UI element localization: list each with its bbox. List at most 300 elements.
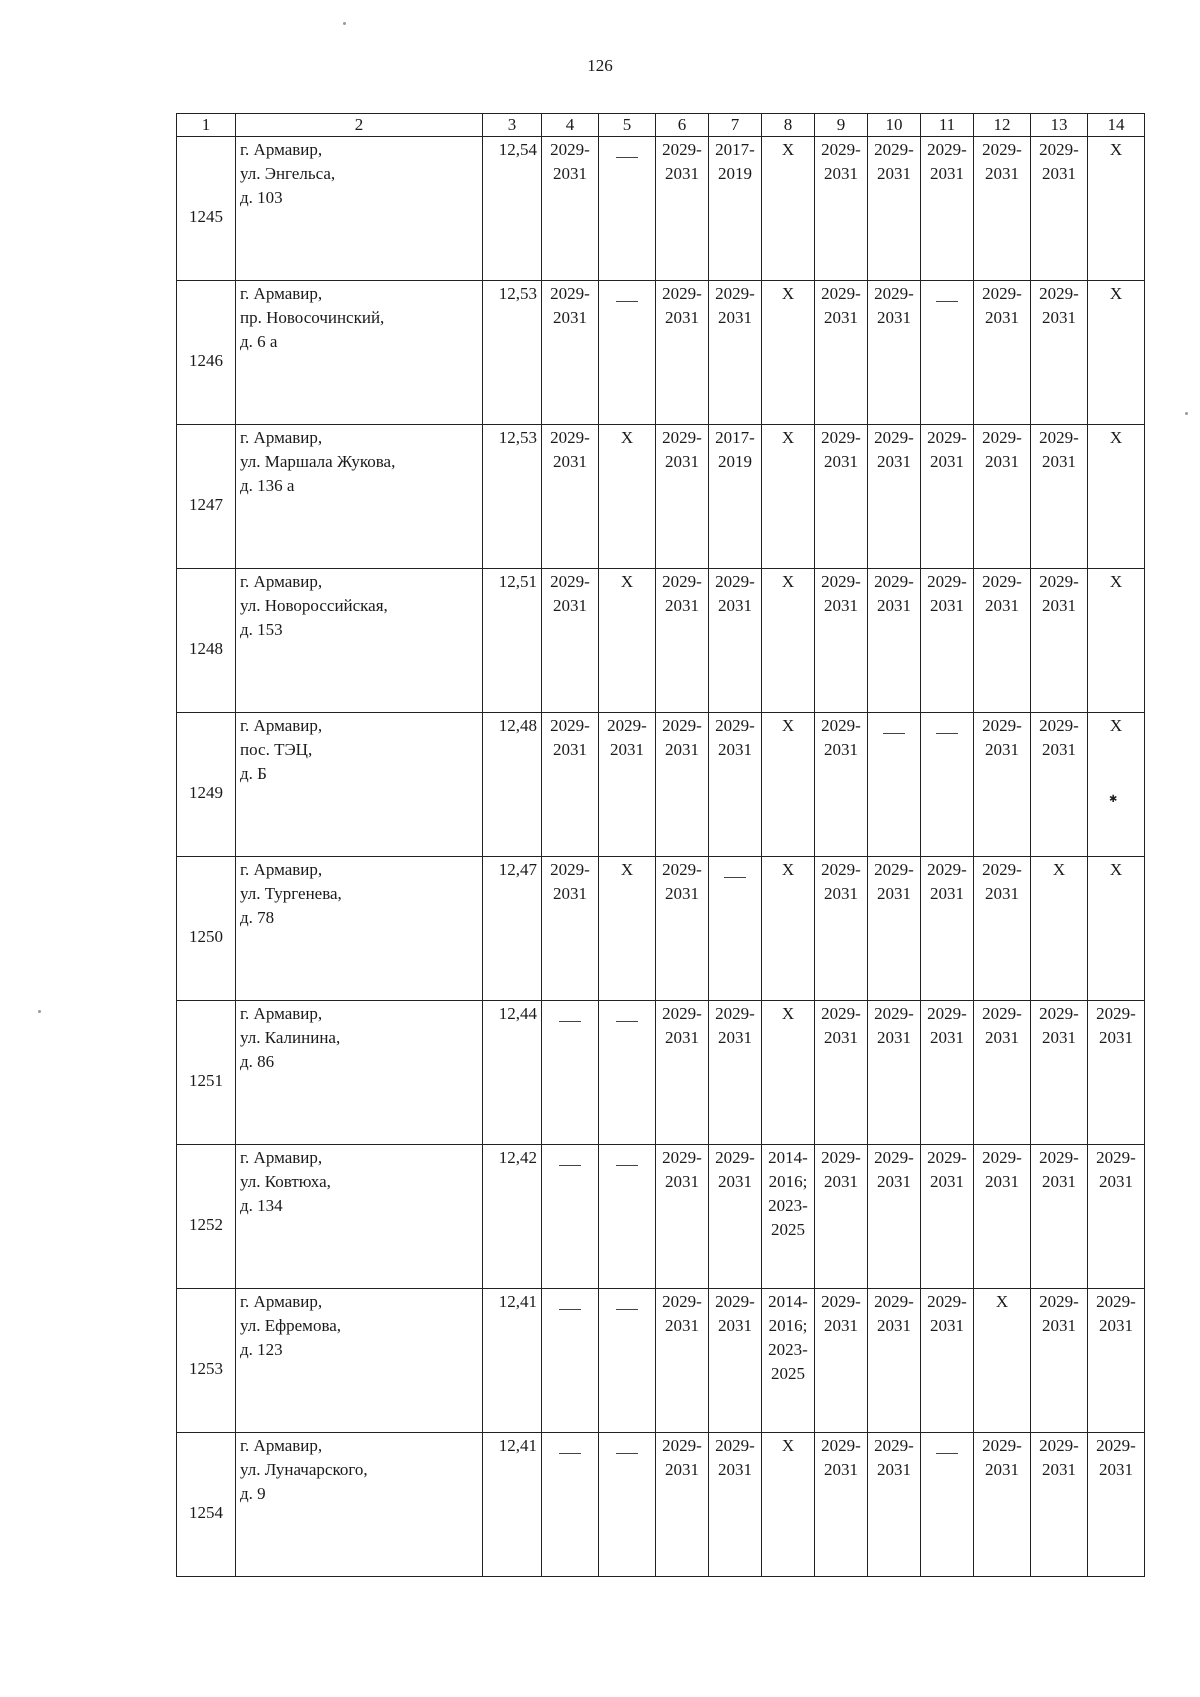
address-line: г. Армавир, [240, 1148, 323, 1167]
value-text: 2029- 2031 [821, 284, 861, 327]
dash-mark [559, 1453, 581, 1454]
value-text: 2029- 2031 [821, 716, 861, 759]
address-line: ул. Энгельса, [240, 164, 336, 183]
dash-mark [559, 1021, 581, 1022]
value-cell-col-7 [709, 137, 762, 281]
value-text: 2029- 2031 [662, 1004, 702, 1047]
value-cell-col-4 [542, 569, 599, 713]
address-line: ул. Ковтюха, [240, 1172, 331, 1191]
column-header-8: 8 [762, 114, 815, 137]
value-text: 2029- 2031 [715, 1292, 755, 1335]
address-line: д. 123 [240, 1340, 283, 1359]
value-cell-col-10 [868, 1289, 921, 1433]
value-text: 2029- 2031 [982, 572, 1022, 615]
value-text: 2029- 2031 [1039, 1292, 1079, 1335]
value-text: 2029- 2031 [715, 572, 755, 615]
address-line: г. Армавир, [240, 572, 323, 591]
value-text: 2029- 2031 [874, 860, 914, 903]
value-text: 2029- 2031 [607, 716, 647, 759]
address-cell [236, 713, 483, 857]
value-cell-col-13 [1031, 425, 1088, 569]
row-number: 1251 [177, 1001, 236, 1145]
address-line: пос. ТЭЦ, [240, 740, 313, 759]
value-cell-col-11 [921, 1001, 974, 1145]
table-row [177, 1145, 1145, 1289]
value-cell-col-4 [542, 857, 599, 1001]
value-text: 2029- 2031 [874, 1148, 914, 1191]
address-cell [236, 857, 483, 1001]
address-line: д. 86 [240, 1052, 275, 1071]
value-text: 2029- 2031 [550, 140, 590, 183]
value-text: 2029- 2031 [715, 716, 755, 759]
value-text: 2029- 2031 [662, 860, 702, 903]
value-cell-col-5 [599, 1001, 656, 1145]
value-cell-col-10 [868, 425, 921, 569]
value-cell-col-4 [542, 137, 599, 281]
value-text: 2029- 2031 [715, 1148, 755, 1191]
row-number: 1246 [177, 281, 236, 425]
address-line: д. 6 а [240, 332, 278, 351]
value-text: 2029- 2031 [874, 572, 914, 615]
value-text: 2029- 2031 [927, 1292, 967, 1335]
row-number: 1247 [177, 425, 236, 569]
column-header-2: 2 [236, 114, 483, 137]
value-cell-col-12 [974, 857, 1031, 1001]
address-cell [236, 1289, 483, 1433]
address-line: г. Армавир, [240, 860, 323, 879]
value-cell-col-12 [974, 425, 1031, 569]
table-row [177, 1001, 1145, 1145]
value-cell-col-12 [974, 569, 1031, 713]
value-text: X [1052, 860, 1066, 879]
value-text: X [781, 716, 795, 735]
value-cell-col-5 [599, 713, 656, 857]
value-text: 2029- 2031 [821, 1292, 861, 1335]
dash-mark [616, 301, 638, 302]
address-line: д. 136 а [240, 476, 295, 495]
table-row [177, 857, 1145, 1001]
value-cell-col-8 [762, 1145, 815, 1289]
value-text: 2029- 2031 [982, 1004, 1022, 1047]
value-text: 2029- 2031 [927, 1148, 967, 1191]
address-line: д. Б [240, 764, 267, 783]
value-text: 2029- 2031 [874, 1292, 914, 1335]
address-line: ул. Тургенева, [240, 884, 342, 903]
value-text: X [781, 140, 795, 159]
value-text: 2029- 2031 [550, 284, 590, 327]
value-cell-col-11 [921, 425, 974, 569]
value-text: 2029- 2031 [715, 284, 755, 327]
value-cell-col-14 [1088, 425, 1145, 569]
value-cell-col-11 [921, 1145, 974, 1289]
area-cell: 12,54 [483, 137, 542, 281]
address-line: ул. Калинина, [240, 1028, 341, 1047]
value-cell-col-11 [921, 137, 974, 281]
value-text: 2029- 2031 [821, 1148, 861, 1191]
address-line: г. Армавир, [240, 428, 323, 447]
address-line: д. 103 [240, 188, 283, 207]
dash-mark [559, 1309, 581, 1310]
scan-speck [1185, 412, 1188, 415]
value-cell-col-8 [762, 1289, 815, 1433]
area-cell: 12,47 [483, 857, 542, 1001]
column-header-14: 14 [1088, 114, 1145, 137]
value-text: X [781, 1436, 795, 1455]
area-cell: 12,51 [483, 569, 542, 713]
value-text: X [1109, 428, 1123, 447]
column-header-6: 6 [656, 114, 709, 137]
address-line: д. 78 [240, 908, 275, 927]
value-text: 2029- 2031 [874, 284, 914, 327]
value-cell-col-10 [868, 857, 921, 1001]
value-cell-col-5 [599, 1289, 656, 1433]
value-text: 2029- 2031 [1096, 1292, 1136, 1335]
value-cell-col-7 [709, 1145, 762, 1289]
value-cell-col-12 [974, 1433, 1031, 1577]
register-table [176, 113, 1145, 1577]
address-line: ул. Луначарского, [240, 1460, 368, 1479]
value-text: 2029- 2031 [662, 1292, 702, 1335]
value-cell-col-7 [709, 857, 762, 1001]
value-cell-col-6 [656, 569, 709, 713]
address-line: пр. Новосочинский, [240, 308, 385, 327]
value-text: 2029- 2031 [1096, 1148, 1136, 1191]
address-line: г. Армавир, [240, 1436, 323, 1455]
value-cell-col-8 [762, 281, 815, 425]
value-cell-col-14 [1088, 569, 1145, 713]
dash-mark [936, 301, 958, 302]
value-cell-col-6 [656, 713, 709, 857]
value-text: 2029- 2031 [821, 860, 861, 903]
value-cell-col-4 [542, 1001, 599, 1145]
column-header-7: 7 [709, 114, 762, 137]
row-number: 1250 [177, 857, 236, 1001]
address-cell [236, 1433, 483, 1577]
value-text: 2029- 2031 [874, 140, 914, 183]
value-cell-col-13 [1031, 281, 1088, 425]
value-text: 2029- 2031 [662, 1436, 702, 1479]
address-line: г. Армавир, [240, 284, 323, 303]
value-cell-col-6 [656, 1001, 709, 1145]
value-cell-col-5 [599, 569, 656, 713]
value-text: 2029- 2031 [821, 428, 861, 471]
address-cell [236, 137, 483, 281]
value-text: 2017- 2019 [715, 428, 755, 471]
value-cell-col-9 [815, 137, 868, 281]
value-cell-col-10 [868, 1145, 921, 1289]
row-number: 1252 [177, 1145, 236, 1289]
value-text: 2029- 2031 [821, 1004, 861, 1047]
value-cell-col-5 [599, 1145, 656, 1289]
value-cell-col-14 [1088, 713, 1145, 857]
row-number: 1248 [177, 569, 236, 713]
value-text: 2029- 2031 [662, 1148, 702, 1191]
value-text: 2029- 2031 [1039, 284, 1079, 327]
value-cell-col-11 [921, 857, 974, 1001]
value-cell-col-9 [815, 1001, 868, 1145]
value-cell-col-4 [542, 281, 599, 425]
dash-mark [936, 1453, 958, 1454]
value-cell-col-8 [762, 425, 815, 569]
scan-speck [38, 1010, 41, 1013]
value-text: 2029- 2031 [874, 428, 914, 471]
value-cell-col-9 [815, 1289, 868, 1433]
value-cell-col-12 [974, 713, 1031, 857]
address-line: ул. Ефремова, [240, 1316, 342, 1335]
area-cell: 12,41 [483, 1289, 542, 1433]
row-number: 1249 [177, 713, 236, 857]
value-cell-col-7 [709, 281, 762, 425]
value-text: X [1109, 860, 1123, 879]
value-text: 2029- 2031 [821, 572, 861, 615]
column-header-13: 13 [1031, 114, 1088, 137]
value-cell-col-5 [599, 281, 656, 425]
value-cell-col-11 [921, 713, 974, 857]
address-line: г. Армавир, [240, 1292, 323, 1311]
dash-mark [559, 1165, 581, 1166]
value-cell-col-14 [1088, 1433, 1145, 1577]
dash-mark [883, 733, 905, 734]
value-text: 2014- 2016; 2023- 2025 [768, 1148, 808, 1239]
scan-speck [343, 22, 346, 25]
value-text: 2029- 2031 [982, 1148, 1022, 1191]
value-cell-col-12 [974, 1145, 1031, 1289]
value-cell-col-13 [1031, 569, 1088, 713]
value-cell-col-14 [1088, 1289, 1145, 1433]
value-text: 2029- 2031 [662, 140, 702, 183]
value-cell-col-4 [542, 1145, 599, 1289]
value-cell-col-13 [1031, 1433, 1088, 1577]
value-text: 2029- 2031 [662, 428, 702, 471]
value-cell-col-10 [868, 569, 921, 713]
value-cell-col-9 [815, 713, 868, 857]
value-text: 2029- 2031 [982, 140, 1022, 183]
value-cell-col-4 [542, 425, 599, 569]
value-cell-col-7 [709, 425, 762, 569]
value-cell-col-9 [815, 1145, 868, 1289]
value-cell-col-7 [709, 1433, 762, 1577]
dash-mark [616, 157, 638, 158]
value-text: 2029- 2031 [662, 716, 702, 759]
address-line: ул. Новороссийская, [240, 596, 388, 615]
row-number: 1253 [177, 1289, 236, 1433]
table-row [177, 569, 1145, 713]
value-cell-col-7 [709, 713, 762, 857]
value-text: 2029- 2031 [982, 1436, 1022, 1479]
value-text: X [620, 860, 634, 879]
value-text: 2029- 2031 [927, 572, 967, 615]
address-line: г. Армавир, [240, 716, 323, 735]
value-cell-col-7 [709, 1289, 762, 1433]
value-cell-col-4 [542, 1433, 599, 1577]
value-cell-col-13 [1031, 1145, 1088, 1289]
value-cell-col-6 [656, 1433, 709, 1577]
value-text: 2029- 2031 [927, 428, 967, 471]
table-body [177, 137, 1145, 1577]
value-text: X [620, 572, 634, 591]
dash-mark [724, 877, 746, 878]
address-cell [236, 1145, 483, 1289]
value-cell-col-6 [656, 137, 709, 281]
column-header-10: 10 [868, 114, 921, 137]
value-cell-col-8 [762, 857, 815, 1001]
value-cell-col-9 [815, 569, 868, 713]
value-text: 2029- 2031 [662, 284, 702, 327]
value-text: 2029- 2031 [550, 428, 590, 471]
column-header-11: 11 [921, 114, 974, 137]
area-cell: 12,44 [483, 1001, 542, 1145]
value-text: 2029- 2031 [874, 1004, 914, 1047]
value-text: 2029- 2031 [874, 1436, 914, 1479]
value-cell-col-9 [815, 1433, 868, 1577]
value-cell-col-10 [868, 137, 921, 281]
value-cell-col-14 [1088, 281, 1145, 425]
address-cell [236, 1001, 483, 1145]
address-line: д. 153 [240, 620, 283, 639]
value-text: 2029- 2031 [982, 428, 1022, 471]
value-text: 2029- 2031 [550, 860, 590, 903]
value-cell-col-4 [542, 713, 599, 857]
address-line: г. Армавир, [240, 1004, 323, 1023]
value-cell-col-8 [762, 137, 815, 281]
value-text: 2029- 2031 [1039, 428, 1079, 471]
value-cell-col-6 [656, 425, 709, 569]
value-cell-col-5 [599, 137, 656, 281]
value-text: 2029- 2031 [662, 572, 702, 615]
value-text: 2029- 2031 [550, 716, 590, 759]
value-cell-col-11 [921, 1433, 974, 1577]
value-text: X [781, 860, 795, 879]
dash-mark [616, 1165, 638, 1166]
value-text: 2029- 2031 [715, 1004, 755, 1047]
value-cell-col-9 [815, 857, 868, 1001]
value-cell-col-6 [656, 1289, 709, 1433]
column-header-4: 4 [542, 114, 599, 137]
value-cell-col-5 [599, 1433, 656, 1577]
value-cell-col-5 [599, 425, 656, 569]
address-line: д. 134 [240, 1196, 283, 1215]
address-line: г. Армавир, [240, 140, 323, 159]
value-cell-col-10 [868, 281, 921, 425]
address-cell [236, 281, 483, 425]
address-line: д. 9 [240, 1484, 266, 1503]
value-cell-col-13 [1031, 857, 1088, 1001]
value-cell-col-7 [709, 1001, 762, 1145]
value-cell-col-13 [1031, 1289, 1088, 1433]
value-text: 2029- 2031 [1039, 1148, 1079, 1191]
row-number: 1245 [177, 137, 236, 281]
column-header-5: 5 [599, 114, 656, 137]
value-cell-col-10 [868, 713, 921, 857]
table-row [177, 713, 1145, 857]
value-cell-col-11 [921, 281, 974, 425]
area-cell: 12,42 [483, 1145, 542, 1289]
address-cell [236, 425, 483, 569]
value-text: 2014- 2016; 2023- 2025 [768, 1292, 808, 1383]
value-text: 2029- 2031 [1039, 140, 1079, 183]
value-cell-col-10 [868, 1001, 921, 1145]
value-text: 2029- 2031 [927, 860, 967, 903]
value-cell-col-14 [1088, 1145, 1145, 1289]
value-text: 2029- 2031 [550, 572, 590, 615]
value-cell-col-8 [762, 1433, 815, 1577]
value-text: 2029- 2031 [982, 860, 1022, 903]
value-text: 2029- 2031 [1096, 1004, 1136, 1047]
dash-mark [616, 1309, 638, 1310]
value-cell-col-12 [974, 137, 1031, 281]
value-text: 2029- 2031 [821, 140, 861, 183]
value-text: X [1109, 140, 1123, 159]
value-cell-col-9 [815, 281, 868, 425]
stray-mark: ✱ [1109, 794, 1118, 805]
value-cell-col-8 [762, 569, 815, 713]
area-cell: 12,53 [483, 281, 542, 425]
value-cell-col-12 [974, 1289, 1031, 1433]
column-header-3: 3 [483, 114, 542, 137]
table-row [177, 137, 1145, 281]
value-text: 2029- 2031 [1039, 716, 1079, 759]
value-cell-col-6 [656, 857, 709, 1001]
value-text: X [781, 284, 795, 303]
value-cell-col-12 [974, 1001, 1031, 1145]
value-text: X [620, 428, 634, 447]
value-cell-col-14 [1088, 1001, 1145, 1145]
value-cell-col-8 [762, 1001, 815, 1145]
area-cell: 12,41 [483, 1433, 542, 1577]
value-cell-col-11 [921, 569, 974, 713]
address-cell [236, 569, 483, 713]
value-text: 2029- 2031 [927, 1004, 967, 1047]
value-text: 2029- 2031 [1039, 1436, 1079, 1479]
column-number-row [177, 114, 1145, 137]
value-cell-col-14 [1088, 137, 1145, 281]
value-text: X [1109, 284, 1123, 303]
value-cell-col-5 [599, 857, 656, 1001]
value-cell-col-13 [1031, 137, 1088, 281]
value-cell-col-13 [1031, 713, 1088, 857]
row-number: 1254 [177, 1433, 236, 1577]
value-text: 2029- 2031 [1039, 572, 1079, 615]
value-text: X [781, 428, 795, 447]
dash-mark [936, 733, 958, 734]
value-text: 2029- 2031 [715, 1436, 755, 1479]
column-header-9: 9 [815, 114, 868, 137]
area-cell: 12,48 [483, 713, 542, 857]
table-row [177, 281, 1145, 425]
dash-mark [616, 1021, 638, 1022]
table-row [177, 1433, 1145, 1577]
value-text: 2029- 2031 [982, 284, 1022, 327]
value-text: 2029- 2031 [1039, 1004, 1079, 1047]
value-text: 2017- 2019 [715, 140, 755, 183]
value-cell-col-11 [921, 1289, 974, 1433]
value-cell-col-14 [1088, 857, 1145, 1001]
value-text: X [781, 572, 795, 591]
table-row [177, 1289, 1145, 1433]
area-cell: 12,53 [483, 425, 542, 569]
dash-mark [616, 1453, 638, 1454]
value-cell-col-4 [542, 1289, 599, 1433]
value-text: X [995, 1292, 1009, 1311]
value-cell-col-6 [656, 1145, 709, 1289]
column-header-12: 12 [974, 114, 1031, 137]
table-row [177, 425, 1145, 569]
value-cell-col-8 [762, 713, 815, 857]
value-text: X [1109, 572, 1123, 591]
page-number: 126 [587, 56, 613, 75]
column-header-1: 1 [177, 114, 236, 137]
value-text: X [781, 1004, 795, 1023]
